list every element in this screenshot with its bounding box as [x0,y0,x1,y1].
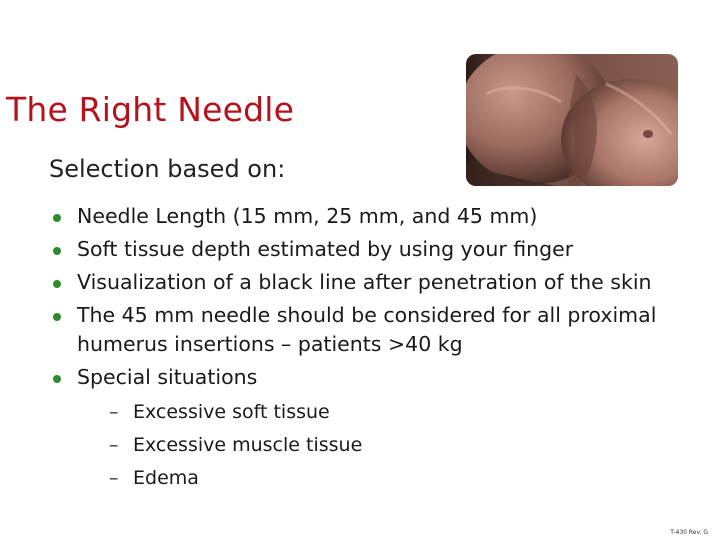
footer-code: T-430 Rev. G [670,529,708,536]
sub-bullet-text: Excessive muscle tissue [133,434,363,456]
bullet-dot-icon [53,214,61,222]
sub-bullet-text: Excessive soft tissue [133,401,330,423]
bullet-list [49,202,709,493]
bullet-dot-icon [53,247,61,255]
sub-bullet-item [109,464,709,493]
bullet-dot-icon [53,280,61,288]
bullet-item [49,202,709,231]
bullet-dot-icon [53,375,61,383]
bullet-item [49,235,709,264]
bullet-text: Visualization of a black line after penetration of the skin [77,270,652,294]
dash-marker-icon: – [109,467,119,489]
sub-bullet-item [109,431,709,460]
dash-marker-icon: – [109,434,119,456]
bullet-item [49,363,709,493]
bullet-text: Soft tissue depth estimated by using your finger [77,237,574,261]
slide-title: The Right Needle [6,90,295,129]
shoulder-photo [466,54,678,186]
slide-subtitle: Selection based on: [49,155,286,183]
bullet-item [49,301,709,359]
bullet-text: Needle Length (15 mm, 25 mm, and 45 mm) [77,204,538,228]
sub-bullet-list [77,398,709,493]
bullet-dot-icon [53,313,61,321]
dash-marker-icon: – [109,401,119,423]
bullet-text: The 45 mm needle should be considered for all proximal humerus insertions – patients >40 kg [77,303,657,356]
sub-bullet-text: Edema [133,467,199,489]
sub-bullet-item [109,398,709,427]
bullet-item [49,268,709,297]
bullet-text: Special situations [77,365,258,389]
